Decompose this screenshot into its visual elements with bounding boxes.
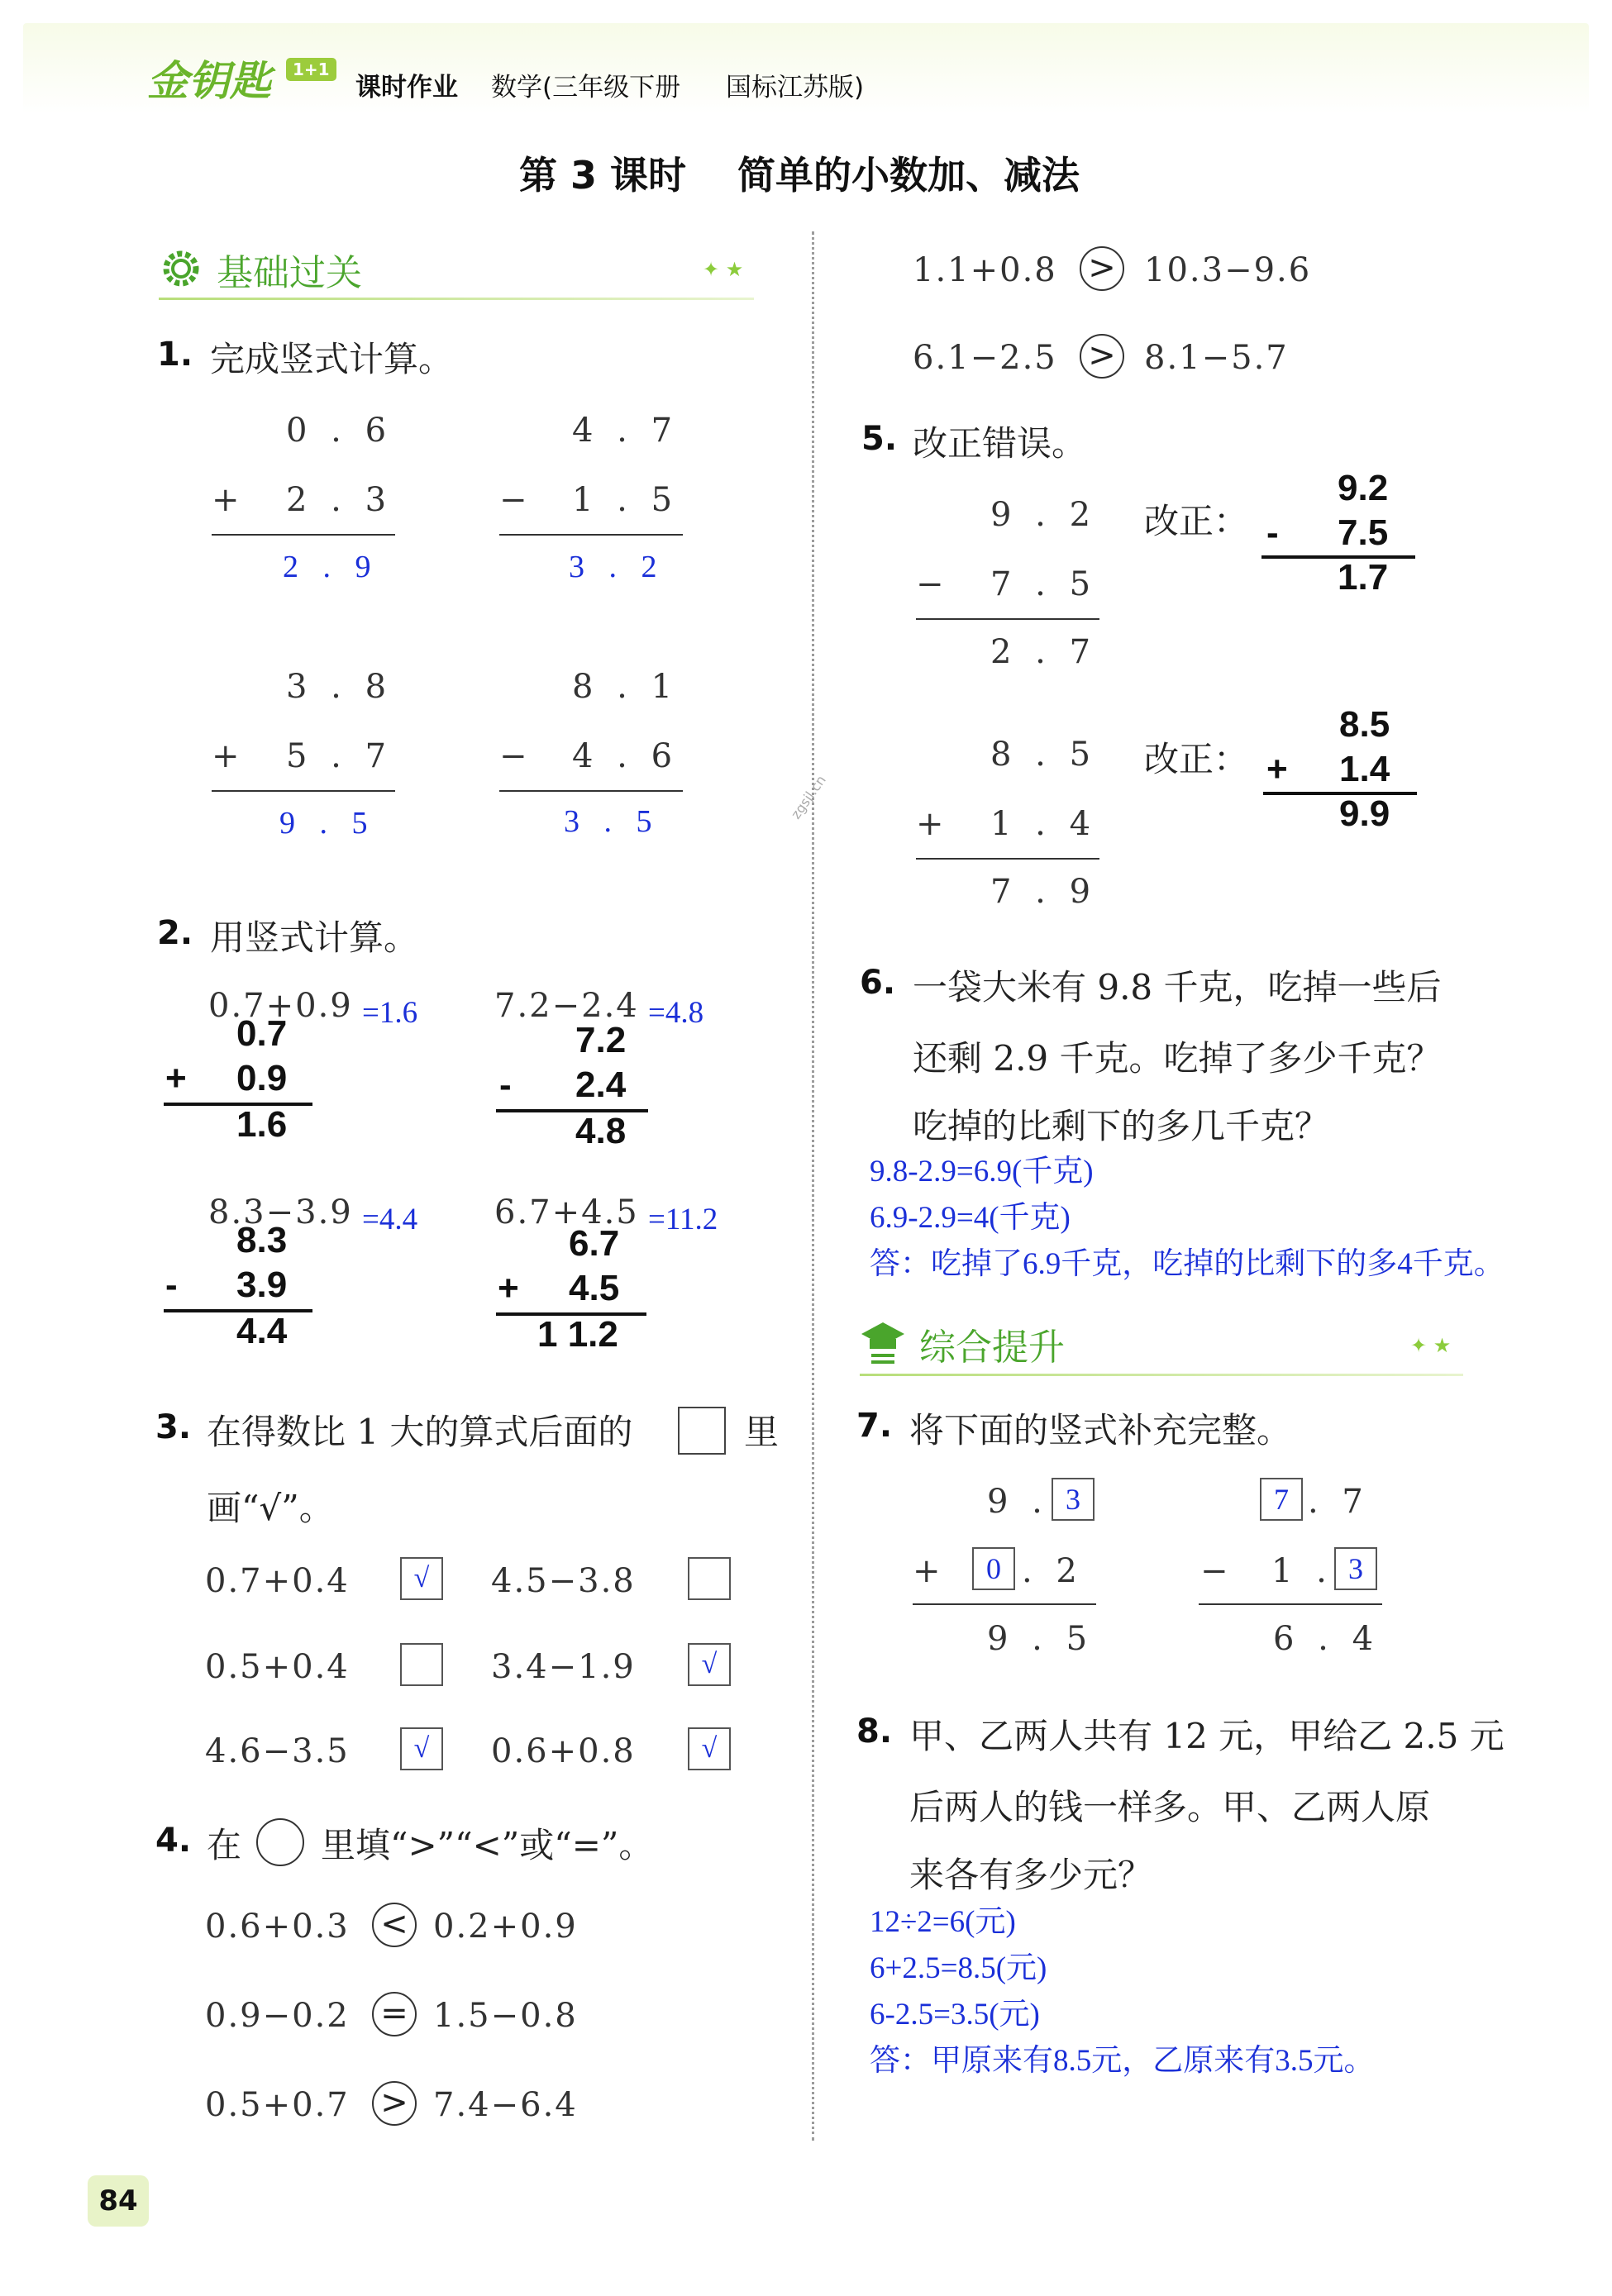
q2-b-ans: =4.8 [648,996,704,1030]
q5-a-top: 9 . 2 [990,496,1098,534]
q3-checkbox-2[interactable] [688,1557,731,1600]
q3-text-b: 里 [744,1412,780,1452]
section-advanced-title: 综合提升 [919,1327,1065,1369]
q4-right-5: 8.1−5.7 [1144,339,1289,377]
lesson-number: 第 3 课时 [519,153,687,198]
q4-left-1: 0.6+0.3 [205,1908,350,1946]
q1-d-top: 8 . 1 [572,668,680,706]
q5-b-fix-result: 9.9 [1339,793,1390,834]
q8-number: 8. [856,1712,893,1751]
q2-number: 2. [157,914,193,952]
q2-c-bottom: 3.9 [236,1265,288,1305]
section-basic-title: 基础过关 [217,252,362,294]
q1-d-rule [499,790,683,792]
q2-c-ans: =4.4 [362,1203,418,1236]
q2-b-top: 7.2 [575,1020,627,1060]
q5-b-fix-label: 改正： [1144,739,1249,779]
q2-text: 用竖式计算。 [210,917,419,958]
q4-right-2: 1.5−0.8 [433,1997,578,2035]
q8-answer-4: 答：甲原来有8.5元，乙原来有3.5元。 [870,2044,1375,2078]
q1-d-answer: 3 . 5 [564,804,661,839]
q7-a-op: + [913,1552,947,1590]
brand-logo: 金钥匙 [147,57,271,105]
q2-a-ans: =1.6 [362,996,418,1030]
q8-line3: 来各有多少元？ [909,1855,1153,1895]
q1-a-bottom: 2 . 3 [286,481,393,519]
q2-c-expr: 8.3−3.9 [208,1193,353,1231]
q1-d-bottom: 4 . 6 [572,737,680,775]
q5-number: 5. [861,420,898,458]
q8-line1: 甲、乙两人共有 12 元，甲给乙 2.5 元 [909,1716,1505,1756]
q4-circle-3[interactable]: > [372,2081,417,2126]
q7-a-top: 9 . [987,1483,1049,1521]
q1-c-bottom: 5 . 7 [286,737,393,775]
q7-b-rule [1199,1603,1382,1605]
q8-answer-3: 6-2.5=3.5(元) [870,1998,1040,2032]
q2-a-expr: 0.7+0.9 [208,987,353,1025]
section-basic-line [159,298,754,300]
q7-b-result: 6 . 4 [1273,1620,1381,1658]
q5-a-bottom: 7 . 5 [990,565,1098,603]
q3-expr-6: 0.6+0.8 [491,1732,636,1770]
q2-d-expr: 6.7+4.5 [494,1193,639,1231]
q7-a-box-1[interactable]: 3 [1052,1478,1095,1521]
q5-b-op: + [916,805,951,843]
q7-b-bottom: 1 . [1271,1552,1333,1590]
q4-right-1: 0.2+0.9 [433,1908,578,1946]
q5-b-top: 8 . 5 [990,736,1098,774]
q7-b-op: − [1200,1552,1235,1590]
q7-a-result: 9 . 5 [987,1620,1095,1658]
q7-b-top: . 7 [1308,1483,1370,1521]
q4-circle-1[interactable]: < [372,1903,417,1947]
q8-answer-2: 6+2.5=8.5(元) [870,1951,1047,1985]
q5-a-rule [916,618,1099,620]
q2-a-result: 1.6 [236,1104,288,1145]
q6-answer-3: 答：吃掉了6.9千克，吃掉的比剩下的多4千克。 [870,1247,1505,1281]
q5-b-rule [916,858,1099,860]
brand-badge: 1+1 [286,58,336,81]
q3-checkbox-1[interactable]: √ [400,1557,443,1600]
q1-a-top: 0 . 6 [286,412,393,450]
q2-b-result: 4.8 [575,1111,627,1151]
q4-right-4: 10.3−9.6 [1144,251,1312,289]
q2-b-bottom: 2.4 [575,1065,627,1105]
q3-text-a: 在得数比 1 大的算式后面的 [207,1412,633,1452]
q2-d-result: 1 1.2 [537,1314,618,1355]
q7-a-bottom: . 2 [1022,1552,1084,1590]
q7-b-box-1[interactable]: 7 [1260,1478,1303,1521]
q5-a-fix-bottom: 7.5 [1338,512,1389,553]
q2-c-result: 4.4 [236,1311,288,1351]
q3-expr-1: 0.7+0.4 [205,1562,350,1600]
q1-b-answer: 3 . 2 [569,550,665,584]
section-advanced-line [860,1374,1463,1376]
q2-c-op: - [165,1265,178,1305]
q5-a-fix-top: 9.2 [1338,468,1389,508]
q2-b-op: - [499,1065,512,1105]
lesson-title: 简单的小数加、减法 [737,153,1080,198]
q4-left-3: 0.5+0.7 [205,2086,350,2124]
q1-b-op: − [499,481,534,519]
q3-text-c: 画“√”。 [207,1488,334,1528]
star-icon-2: ✦ ★ [1410,1334,1452,1357]
page-number: 84 [88,2175,149,2227]
header-subject: 数学(三年级下册 [491,73,681,102]
q3-expr-5: 4.6−3.5 [205,1732,350,1770]
q1-c-rule [212,790,395,792]
q2-a-top: 0.7 [236,1013,288,1054]
q5-a-fix-label: 改正： [1144,501,1249,541]
q1-b-rule [499,534,683,536]
q1-c-top: 3 . 8 [286,668,393,706]
q6-number: 6. [860,964,896,1002]
q3-checkbox-5[interactable]: √ [400,1727,443,1770]
q3-expr-4: 3.4−1.9 [491,1648,636,1686]
gear-icon [159,246,203,291]
q5-b-fix-op: + [1266,749,1288,789]
q4-number: 4. [155,1822,192,1860]
q6-line3: 吃掉的比剩下的多几千克？ [913,1106,1330,1146]
q5-a-fix-result: 1.7 [1338,557,1389,598]
q4-circle-2[interactable]: = [372,1992,417,2036]
q5-b-result: 7 . 9 [990,873,1098,911]
q3-number: 3. [155,1408,192,1446]
q4-circle-4[interactable]: > [1080,246,1124,291]
q4-left-4: 1.1+0.8 [913,251,1057,289]
q1-c-op: + [212,737,246,775]
q7-a-box-2[interactable]: 0 [972,1547,1015,1590]
q6-answer-2: 6.9-2.9=4(千克) [870,1201,1071,1235]
q4-circle-5[interactable]: > [1080,334,1124,379]
q2-d-op: + [498,1268,519,1308]
q3-checkbox-3[interactable] [400,1643,443,1686]
column-divider [812,231,814,2141]
q1-d-op: − [499,737,534,775]
q7-number: 7. [856,1407,893,1445]
q3-expr-2: 4.5−3.8 [491,1562,636,1600]
q4-example-circle [256,1818,304,1866]
q3-example-box [678,1407,726,1455]
q4-text-b: 里填“>”“<”或“=”。 [321,1825,654,1865]
q5-b-fix-bottom: 1.4 [1339,749,1390,789]
q1-b-top: 4 . 7 [572,412,680,450]
q5-text: 改正错误。 [913,423,1087,464]
graduation-cap-icon [860,1319,906,1369]
q8-line2: 后两人的钱一样多。甲、乙两人原 [909,1787,1431,1827]
q3-checkbox-6[interactable]: √ [688,1727,731,1770]
q2-c-top: 8.3 [236,1220,288,1260]
q4-left-5: 6.1−2.5 [913,339,1057,377]
q5-b-fix-top: 8.5 [1339,704,1390,745]
q5-a-result: 2 . 7 [990,633,1098,671]
q2-b-expr: 7.2−2.4 [494,987,639,1025]
q2-a-bottom: 0.9 [236,1058,288,1098]
q2-d-ans: =11.2 [648,1203,718,1236]
q2-d-top: 6.7 [569,1223,620,1264]
q4-text-a: 在 [207,1825,242,1865]
q1-c-answer: 9 . 5 [279,806,376,841]
q6-line2: 还剩 2.9 千克。吃掉了多少千克？ [913,1038,1442,1079]
q5-a-op: − [916,565,951,603]
q7-a-rule [913,1603,1096,1605]
q5-b-bottom: 1 . 4 [990,805,1098,843]
q6-answer-1: 9.8-2.9=6.9(千克) [870,1155,1094,1188]
q1-text: 完成竖式计算。 [210,339,454,379]
q1-a-rule [212,534,395,536]
q1-a-op: + [212,481,246,519]
q1-b-bottom: 1 . 5 [572,481,680,519]
q1-number: 1. [157,336,193,374]
q4-right-3: 7.4−6.4 [433,2086,578,2124]
star-icon: ✦ ★ [703,258,744,281]
q1-a-answer: 2 . 9 [283,550,379,584]
q4-left-2: 0.9−0.2 [205,1997,350,2035]
q7-text: 将下面的竖式补充完整。 [909,1410,1292,1450]
q7-b-box-2[interactable]: 3 [1334,1547,1377,1590]
q6-line1: 一袋大米有 9.8 千克，吃掉一些后 [913,967,1442,1007]
q2-d-bottom: 4.5 [569,1268,620,1308]
header-series: 课时作业 [355,73,458,102]
q5-a-fix-op: - [1266,512,1279,553]
q8-answer-1: 12÷2=6(元) [870,1905,1016,1939]
header-edition: 国标江苏版) [726,73,865,102]
q3-expr-3: 0.5+0.4 [205,1648,350,1686]
q3-checkbox-4[interactable]: √ [688,1643,731,1686]
q2-a-op: + [165,1058,187,1098]
watermark: zgsjl.cn [787,772,829,822]
